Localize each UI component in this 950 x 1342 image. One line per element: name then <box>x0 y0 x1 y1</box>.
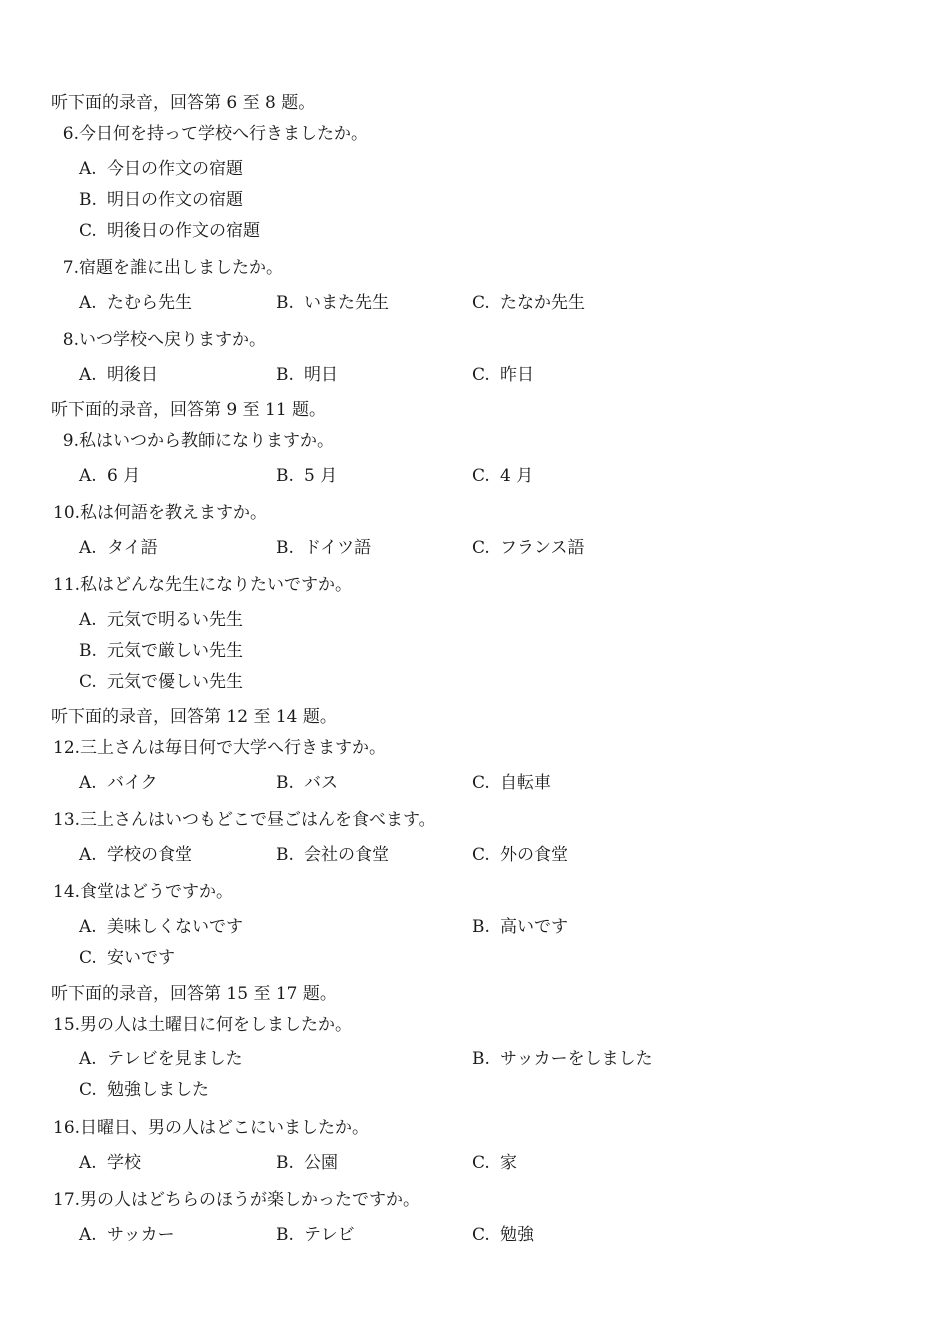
option-text: 安いです <box>107 948 175 968</box>
question-number: 17. <box>53 1190 81 1210</box>
question <box>53 737 386 759</box>
option-text: 会社の食堂 <box>304 845 389 865</box>
option-text: 学校の食堂 <box>107 845 192 865</box>
question-text: 今日何を持って学校へ行きましたか。 <box>79 124 368 144</box>
option-b <box>472 1048 653 1070</box>
option-text: 明日 <box>304 365 338 385</box>
option-text: 家 <box>500 1153 517 1173</box>
option-a <box>79 364 158 386</box>
question-number: 13. <box>53 810 81 830</box>
question-text: 男の人は土曜日に何をしましたか。 <box>80 1015 353 1035</box>
option-text: たむら先生 <box>107 293 192 313</box>
option-text: サッカーをしました <box>500 1049 653 1069</box>
option-b <box>276 772 338 794</box>
question-number: 12. <box>53 738 81 758</box>
question-text: 三上さんは毎日何で大学へ行きますか。 <box>80 738 387 758</box>
option-letter: B. <box>472 1049 490 1069</box>
option-letter: C. <box>79 948 97 968</box>
option-a <box>79 292 192 314</box>
option-text: 明後日 <box>107 365 158 385</box>
option-letter: B. <box>79 190 97 210</box>
question <box>53 881 233 903</box>
option-text: バス <box>304 773 338 793</box>
option-b <box>276 292 389 314</box>
option-c <box>472 364 534 386</box>
question <box>53 574 352 596</box>
option-letter: A. <box>79 1153 97 1173</box>
option-text: 昨日 <box>500 365 534 385</box>
question-number: 14. <box>53 882 81 902</box>
question-number: 7. <box>62 258 79 278</box>
option-letter: B. <box>276 466 294 486</box>
option-c <box>472 465 533 487</box>
option-letter: B. <box>276 845 294 865</box>
option-letter: B. <box>79 641 97 661</box>
option-letter: A. <box>79 159 97 179</box>
question-number: 8. <box>62 330 79 350</box>
option-letter: B. <box>276 1153 294 1173</box>
option-letter: C. <box>472 365 490 385</box>
option-a <box>79 609 243 631</box>
option-text: 勉強しました <box>107 1080 209 1100</box>
option-letter: A. <box>79 293 97 313</box>
option-text: 勉強 <box>500 1225 534 1245</box>
question <box>53 430 334 452</box>
option-letter: A. <box>79 365 97 385</box>
option-text: いまた先生 <box>304 293 389 313</box>
option-text: サッカー <box>107 1225 175 1245</box>
question-number: 9. <box>62 431 79 451</box>
option-letter: B. <box>276 1225 294 1245</box>
option-a <box>79 537 158 559</box>
option-text: ドイツ語 <box>304 538 372 558</box>
option-text: 6 月 <box>107 466 141 486</box>
option-text: 4 月 <box>500 466 534 486</box>
option-c <box>472 292 585 314</box>
option-letter: C. <box>472 293 490 313</box>
question-text: 食堂はどうですか。 <box>80 882 234 902</box>
option-letter: A. <box>79 773 97 793</box>
question <box>53 809 436 831</box>
option-c <box>79 220 260 242</box>
option-text: 元気で明るい先生 <box>107 610 243 630</box>
question <box>53 329 266 351</box>
option-letter: C. <box>472 538 490 558</box>
question <box>53 257 283 279</box>
option-letter: C. <box>472 1225 490 1245</box>
option-text: 外の食堂 <box>500 845 568 865</box>
option-a <box>79 465 140 487</box>
option-b <box>276 465 337 487</box>
question-text: 私は何語を教えますか。 <box>80 503 268 523</box>
option-c <box>472 844 568 866</box>
option-c <box>472 1224 534 1246</box>
option-text: テレビを見ました <box>107 1049 243 1069</box>
option-text: 自転車 <box>500 773 551 793</box>
option-letter: B. <box>472 917 490 937</box>
option-text: 今日の作文の宿題 <box>107 159 243 179</box>
option-b <box>276 844 389 866</box>
question <box>53 1014 352 1036</box>
section-heading: 听下面的录音，回答第 12 至 14 题。 <box>51 707 337 727</box>
option-letter: A. <box>79 538 97 558</box>
question-text: 三上さんはいつもどこで昼ごはんを食べます。 <box>80 810 436 830</box>
option-text: 明後日の作文の宿題 <box>107 221 260 241</box>
option-letter: A. <box>79 610 97 630</box>
option-text: たなか先生 <box>500 293 585 313</box>
option-text: 明日の作文の宿題 <box>107 190 243 210</box>
option-c <box>472 772 551 794</box>
question <box>53 1189 420 1211</box>
option-a <box>79 1224 175 1246</box>
option-a <box>79 772 158 794</box>
option-letter: C. <box>472 1153 490 1173</box>
question-text: 日曜日、男の人はどこにいましたか。 <box>80 1118 370 1138</box>
question-number: 15. <box>53 1015 81 1035</box>
option-text: 元気で優しい先生 <box>107 672 243 692</box>
question-text: 私はどんな先生になりたいですか。 <box>80 575 353 595</box>
option-a <box>79 1048 243 1070</box>
option-c <box>79 947 175 969</box>
option-c <box>79 671 243 693</box>
option-b <box>276 364 338 386</box>
option-b <box>79 640 243 662</box>
option-text: テレビ <box>304 1225 355 1245</box>
section-heading: 听下面的录音，回答第 15 至 17 题。 <box>51 984 337 1004</box>
option-a <box>79 158 243 180</box>
question-number: 10. <box>53 503 81 523</box>
question-number: 6. <box>62 124 79 144</box>
option-c <box>79 1079 209 1101</box>
option-letter: C. <box>79 1080 97 1100</box>
question-text: 私はいつから教師になりますか。 <box>79 431 334 451</box>
option-letter: C. <box>472 773 490 793</box>
option-c <box>472 537 585 559</box>
option-letter: C. <box>79 672 97 692</box>
question-text: 宿題を誰に出しましたか。 <box>79 258 283 278</box>
option-text: 学校 <box>107 1153 141 1173</box>
option-letter: B. <box>276 293 294 313</box>
question-number: 16. <box>53 1118 81 1138</box>
option-letter: B. <box>276 365 294 385</box>
option-text: バイク <box>107 773 158 793</box>
option-text: フランス語 <box>500 538 585 558</box>
option-b <box>79 189 243 211</box>
option-letter: B. <box>276 773 294 793</box>
option-b <box>276 1224 355 1246</box>
option-b <box>472 916 568 938</box>
question <box>53 1117 369 1139</box>
option-a <box>79 916 243 938</box>
option-letter: A. <box>79 1225 97 1245</box>
option-letter: A. <box>79 466 97 486</box>
option-b <box>276 1152 338 1174</box>
option-text: タイ語 <box>107 538 158 558</box>
option-a <box>79 844 192 866</box>
option-a <box>79 1152 141 1174</box>
option-letter: C. <box>472 466 490 486</box>
section-heading: 听下面的录音，回答第 6 至 8 题。 <box>51 93 316 113</box>
option-letter: C. <box>79 221 97 241</box>
option-letter: A. <box>79 1049 97 1069</box>
question <box>53 502 267 524</box>
option-text: 元気で厳しい先生 <box>107 641 243 661</box>
question-text: いつ学校へ戻りますか。 <box>79 330 266 350</box>
option-text: 5 月 <box>304 466 338 486</box>
option-letter: B. <box>276 538 294 558</box>
option-letter: C. <box>472 845 490 865</box>
option-letter: A. <box>79 845 97 865</box>
section-heading: 听下面的录音，回答第 9 至 11 题。 <box>51 400 327 420</box>
question-number: 11. <box>53 575 81 595</box>
question-text: 男の人はどちらのほうが楽しかったですか。 <box>80 1190 421 1210</box>
option-text: 高いです <box>500 917 568 937</box>
question <box>53 123 368 145</box>
option-text: 美味しくないです <box>107 917 243 937</box>
option-c <box>472 1152 517 1174</box>
option-b <box>276 537 371 559</box>
option-letter: A. <box>79 917 97 937</box>
option-text: 公園 <box>304 1153 338 1173</box>
